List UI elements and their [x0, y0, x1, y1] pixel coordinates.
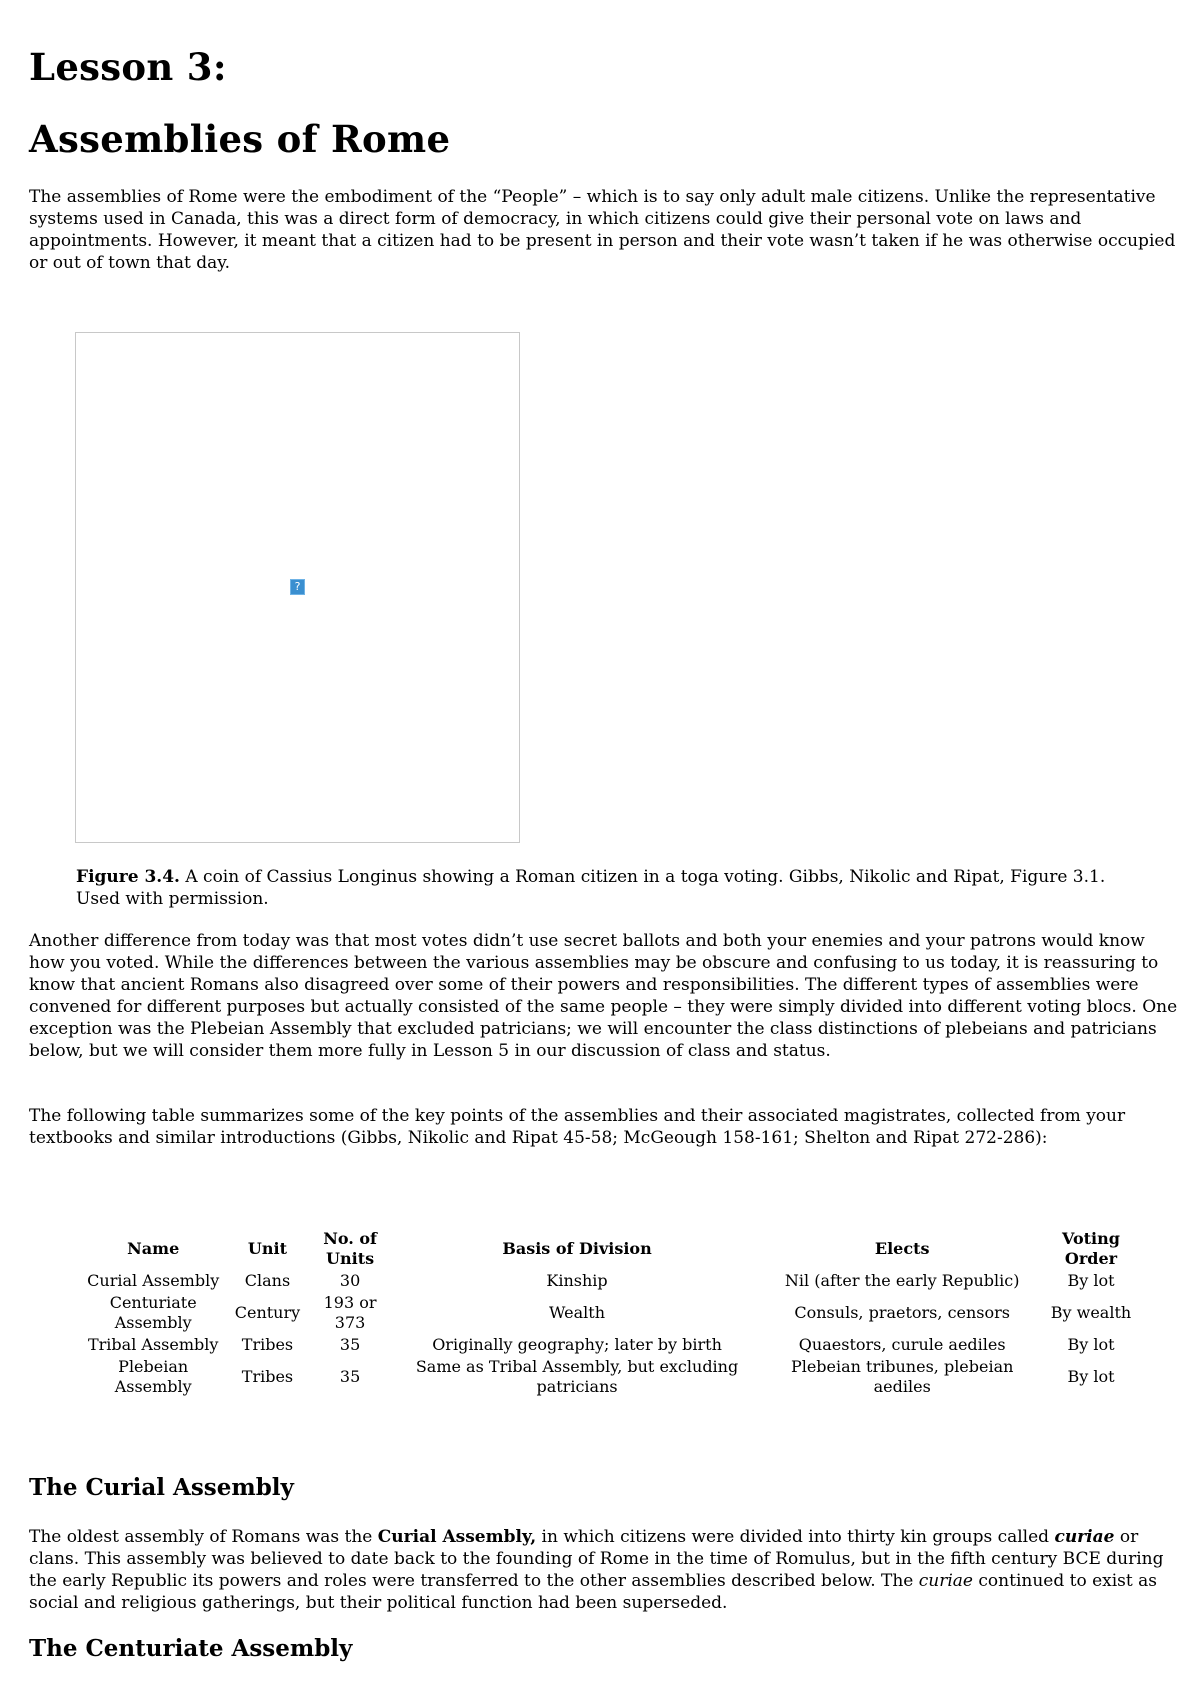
text-run: The oldest assembly of Romans was the: [29, 1527, 378, 1547]
table-cell: Tribal Assembly: [87, 1335, 219, 1354]
table-cell: Kinship: [546, 1271, 608, 1290]
table-cell: Wealth: [549, 1303, 606, 1322]
table-row: [79, 1334, 1139, 1356]
section-heading-curial-assembly: The Curial Assembly: [29, 1474, 294, 1501]
term-curial-assembly: Curial Assembly,: [377, 1527, 537, 1547]
figure-caption: [76, 866, 1136, 910]
table-cell: By wealth: [1050, 1303, 1132, 1322]
column-header-voting-order: Voting Order: [1062, 1229, 1120, 1268]
table-cell: Clans: [244, 1271, 291, 1290]
table-header-row: [79, 1228, 1139, 1270]
column-header-name: Name: [127, 1239, 180, 1258]
lesson-number-title: Lesson 3:: [29, 45, 227, 89]
table-cell: Tribes: [241, 1335, 294, 1354]
column-header-basis-of-division: Basis of Division: [502, 1239, 652, 1258]
intro-paragraph: The assemblies of Rome were the embodiment of the “People” – which is to say only adult male citizens. Unlike the representative systems used in Canada, this was a direct form of democracy, in which citizens could give their personal vote on laws and appointments. However, it meant that a citizen had to be present in person and their vote wasn’t taken if he was otherwise occupied or out of town that day.: [29, 187, 1176, 273]
table-row: [79, 1270, 1139, 1292]
column-header-elects: Elects: [874, 1239, 930, 1258]
term-curiae: curiae: [1054, 1527, 1115, 1547]
table-cell: Consuls, praetors, censors: [794, 1303, 1010, 1322]
table-cell: 193 or 373: [323, 1293, 377, 1332]
table-cell: 35: [339, 1367, 361, 1386]
table-cell: Century: [234, 1303, 301, 1322]
table-cell: 30: [339, 1271, 361, 1290]
column-header-unit: Unit: [247, 1239, 287, 1258]
figure-label: Figure 3.4.: [76, 867, 180, 887]
table-row: [79, 1292, 1139, 1334]
paragraph-table-intro: The following table summarizes some of the key points of the assemblies and their associated magistrates, collected from your textbooks and similar introductions (Gibbs, Nikolic and Ripat 45-58; McGeough 158-161; Shelton and Ripat 272-286):: [29, 1106, 1126, 1148]
assemblies-table: [79, 1228, 1139, 1398]
table-cell: Centuriate Assembly: [109, 1293, 197, 1332]
table-cell: Plebeian tribunes, plebeian aediles: [790, 1357, 1014, 1396]
column-header-no-of-units: No. of Units: [323, 1229, 377, 1268]
table-cell: By lot: [1067, 1271, 1115, 1290]
table-row: [79, 1356, 1139, 1398]
broken-image-icon: ?: [290, 579, 305, 595]
table-cell: By lot: [1067, 1335, 1115, 1354]
table-cell: Quaestors, curule aediles: [798, 1335, 1006, 1354]
table-cell: Tribes: [241, 1367, 294, 1386]
figure-image-placeholder: [75, 332, 520, 843]
table-cell: By lot: [1067, 1367, 1115, 1386]
paragraph-curial-assembly: [29, 1526, 1179, 1614]
paragraph-voting-differences: Another difference from today was that most votes didn’t use secret ballots and both your enemies and your patrons would know how you voted. While the differences between the various assemblies may be obscure and confusing to us today, it is reassuring to know that ancient Romans also disagreed over some of their powers and responsibilities. The different types of assemblies were convened for different purposes but actually consisted of the same people – they were simply divided into different voting blocs. One exception was the Plebeian Assembly that excluded patricians; we will encounter the class distinctions of plebeians and patricians below, but we will consider them more fully in Lesson 5 in our discussion of class and status.: [29, 931, 1178, 1061]
text-run: or clans. This assembly was believed to date back to the founding of Rome in the time of Romulus, but in the fifth century BCE during the early Republic its powers and roles were transferred to the other assemblies described below. The: [29, 1527, 1164, 1591]
table-cell: Same as Tribal Assembly, but excluding patricians: [415, 1357, 739, 1396]
text-run: continued to exist as social and religious gatherings, but their political function had been superseded.: [29, 1571, 1157, 1613]
table-cell: Plebeian Assembly: [114, 1357, 192, 1396]
table-cell: Nil (after the early Republic): [784, 1271, 1020, 1290]
table-cell: 35: [339, 1335, 361, 1354]
term-curiae-italic: curiae: [918, 1571, 973, 1591]
table-cell: Originally geography; later by birth: [432, 1335, 722, 1354]
section-heading-centuriate-assembly: The Centuriate Assembly: [29, 1635, 353, 1662]
lesson-title: Assemblies of Rome: [29, 117, 451, 161]
figure-caption-text: A coin of Cassius Longinus showing a Roman citizen in a toga voting. Gibbs, Nikolic and Ripat, Figure 3.1. Used with permission.: [76, 867, 1106, 909]
table-cell: Curial Assembly: [87, 1271, 220, 1290]
text-run: in which citizens were divided into thirty kin groups called: [536, 1527, 1055, 1547]
